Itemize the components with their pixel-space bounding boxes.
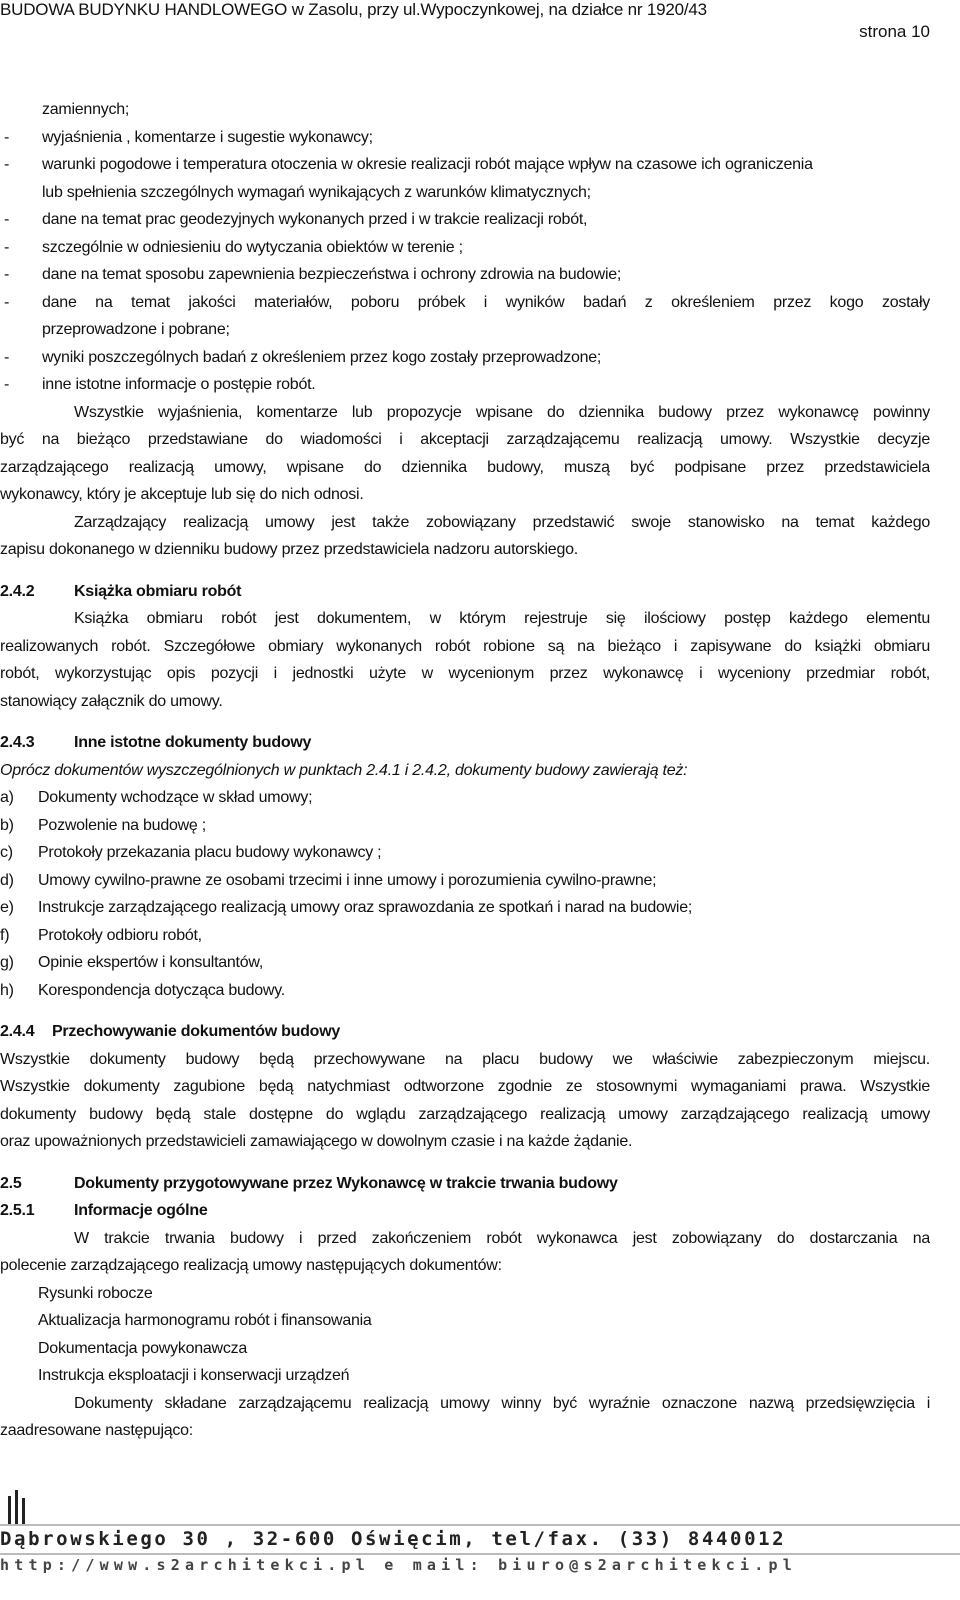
list-item bbox=[0, 812, 930, 840]
list-item bbox=[0, 977, 930, 1005]
section-intro: Oprócz dokumentów wyszczególnionych w punktach 2.4.1 i 2.4.2, dokumenty budowy zawierają też: bbox=[0, 761, 688, 779]
paragraph-line: realizowanych robót. Szczegółowe obmiary wykonanych robót robione są na bieżąco i zapisywane do książki obmiaru bbox=[0, 637, 930, 655]
paragraph-line: stanowiący załącznik do umowy. bbox=[0, 692, 223, 710]
documents-list bbox=[0, 784, 930, 1004]
document-body bbox=[0, 96, 930, 1445]
paragraph-line: Zarządzający realizacją umowy jest także zobowiązany przedstawić swoje stanowisko na temat każdego bbox=[74, 513, 930, 531]
list-item-text: Protokoły odbioru robót, bbox=[38, 926, 202, 944]
page-number: strona 10 bbox=[859, 22, 930, 41]
section-number: 2.4.4 bbox=[0, 1023, 35, 1040]
paragraph-line: W trakcie trwania budowy i przed zakończeniem robót wykonawca jest zobowiązany do dostarczania na bbox=[74, 1229, 930, 1247]
paragraph-line: Książka obmiaru robót jest dokumentem, w którym rejestruje się ilościowy postęp każdego elementu bbox=[74, 610, 930, 627]
footer-divider bbox=[0, 1553, 960, 1555]
section-number: 2.4.3 bbox=[0, 734, 35, 751]
paragraph-line: Wszystkie wyjaśnienia, komentarze lub propozycje wpisane do dziennika budowy przez wykonawcę powinny bbox=[74, 403, 930, 421]
list-item bbox=[0, 867, 930, 895]
list-item-label: d) bbox=[0, 871, 14, 889]
list-item: - wyjaśnienia , komentarze i sugestie wykonawcy; bbox=[0, 124, 930, 152]
section-number: 2.5 bbox=[0, 1174, 22, 1192]
deliverables-list bbox=[0, 1280, 930, 1390]
section-title: Inne istotne dokumenty budowy bbox=[74, 734, 312, 751]
list-item-text: Instrukcje zarządzającego realizacją umowy oraz sprawozdania ze spotkań i narad na budowie; bbox=[38, 899, 693, 916]
paragraph-line: oraz upoważnionych przedstawicieli zamawiającego w dowolnym czasie i na każde żądanie. bbox=[0, 1133, 633, 1150]
list-item: Dokumentacja powykonawcza bbox=[38, 1339, 247, 1357]
footer bbox=[0, 1480, 960, 1600]
list-item-label: f) bbox=[0, 926, 10, 944]
list-item bbox=[0, 922, 930, 950]
footer-divider bbox=[0, 1524, 960, 1526]
list-item: Instrukcja eksploatacji i konserwacji urządzeń bbox=[38, 1367, 350, 1384]
list-item bbox=[0, 839, 930, 867]
paragraph-line: polecenie zarządzającego realizacją umowy następujących dokumentów: bbox=[0, 1257, 502, 1274]
paragraph-line: być na bieżąco przedstawiane do wiadomości i akceptacji zarządzającemu realizacją umowy. Wszystkie decyzje bbox=[0, 431, 930, 448]
list-item-text: Umowy cywilno-prawne ze osobami trzecimi i inne umowy i porozumienia cywilno-prawne; bbox=[38, 871, 657, 889]
list-item-text: Opinie ekspertów i konsultantów, bbox=[38, 954, 264, 971]
footer-address: Dąbrowskiego 30 , 32-600 Oświęcim, tel/fax. (33) 8440012 bbox=[0, 1528, 787, 1550]
list-item-text: Dokumenty wchodzące w skład umowy; bbox=[38, 789, 313, 806]
section-heading bbox=[0, 1170, 930, 1198]
section-title: Dokumenty przygotowywane przez Wykonawcę w trakcie trwania budowy bbox=[74, 1174, 618, 1192]
list-item: - szczególnie w odniesieniu do wytyczania obiektów w terenie ; bbox=[0, 234, 930, 262]
footer-contact: http://www.s2architekci.pl e mail: biuro@s2architekci.pl bbox=[0, 1556, 797, 1574]
section-title: Informacje ogólne bbox=[74, 1202, 208, 1219]
company-logo-icon bbox=[6, 1488, 28, 1528]
paragraph-line: Wszystkie dokumenty budowy będą przechowywane na placu budowy we właściwie zabezpieczonym miejscu. bbox=[0, 1050, 930, 1068]
section-heading bbox=[0, 1018, 930, 1046]
paragraph-line: robót, wykorzystując opis pozycji i jednostki użyte w wycenionym przez wykonawcę i wyceniony przedmiar robót, bbox=[0, 665, 930, 682]
paragraph-line: dokumenty budowy będą stale dostępne do wglądu zarządzającego realizacją umowy zarządzającego realizacją umowy bbox=[0, 1105, 930, 1123]
list-item-label: c) bbox=[0, 844, 13, 861]
section-heading bbox=[0, 578, 930, 606]
section-title: Przechowywanie dokumentów budowy bbox=[52, 1023, 341, 1040]
section-title: Książka obmiaru robót bbox=[74, 582, 242, 600]
list-item-text: Korespondencja dotycząca budowy. bbox=[38, 981, 285, 999]
list-item-label: b) bbox=[0, 816, 14, 834]
section-heading bbox=[0, 729, 930, 757]
paragraph-line: wykonawcy, który je akceptuje lub się do nich odnosi. bbox=[0, 486, 364, 503]
paragraph-line: zapisu dokonanego w dzienniku budowy przez przedstawiciela nadzoru autorskiego. bbox=[0, 541, 578, 558]
paragraph-line: Dokumenty składane zarządzającemu realizacją umowy winny być wyraźnie oznaczone nazwą przedsięwzięcia i bbox=[74, 1394, 930, 1412]
list-item-label: h) bbox=[0, 981, 14, 999]
list-item bbox=[0, 949, 930, 977]
list-item-text: Protokoły przekazania placu budowy wykonawcy ; bbox=[38, 844, 382, 861]
list-item: Rysunki robocze bbox=[38, 1284, 153, 1302]
list-item-label: a) bbox=[0, 789, 14, 806]
list-item: zamiennych; bbox=[42, 101, 130, 118]
section-number: 2.4.2 bbox=[0, 582, 35, 600]
list-item: lub spełnienia szczególnych wymagań wynikających z warunków klimatycznych; bbox=[42, 183, 591, 201]
list-item: - wyniki poszczególnych badań z określeniem przez kogo zostały przeprowadzone; bbox=[0, 344, 930, 372]
list-item: przeprowadzone i pobrane; bbox=[42, 321, 230, 338]
section-heading bbox=[0, 1197, 930, 1225]
list-item: - dane na temat sposobu zapewnienia bezpieczeństwa i ochrony zdrowia na budowie; bbox=[0, 261, 930, 289]
list-item-text: Pozwolenie na budowę ; bbox=[38, 816, 206, 834]
paragraph-line: Wszystkie dokumenty zagubione będą natychmiast odtworzone zgodnie ze stosownymi wymaganiami prawa. Wszystkie bbox=[0, 1078, 930, 1095]
list-item bbox=[0, 894, 930, 922]
list-item: - inne istotne informacje o postępie robót. bbox=[0, 371, 930, 399]
paragraph-line: zarządzającego realizacją umowy, wpisane do dziennika budowy, muszą być podpisane przez przedstawiciela bbox=[0, 458, 930, 476]
list-item: - warunki pogodowe i temperatura otoczenia w okresie realizacji robót mające wpływ na czasowe ich ograniczenia bbox=[0, 151, 930, 179]
list-item bbox=[0, 784, 930, 812]
list-item: - dane na temat prac geodezyjnych wykonanych przed i w trakcie realizacji robót, bbox=[0, 206, 930, 234]
list-item: - dane na temat jakości materiałów, poboru próbek i wyników badań z określeniem przez kogo zostały bbox=[0, 289, 930, 317]
header-title: BUDOWA BUDYNKU HANDLOWEGO w Zasolu, przy ul.Wypoczynkowej, na działce nr 1920/43 bbox=[0, 0, 707, 19]
paragraph-line: zaadresowane następująco: bbox=[0, 1422, 193, 1439]
list-item-label: e) bbox=[0, 899, 14, 916]
list-item-label: g) bbox=[0, 954, 14, 971]
section-number: 2.5.1 bbox=[0, 1202, 35, 1219]
list-item: Aktualizacja harmonogramu robót i finansowania bbox=[38, 1312, 372, 1329]
